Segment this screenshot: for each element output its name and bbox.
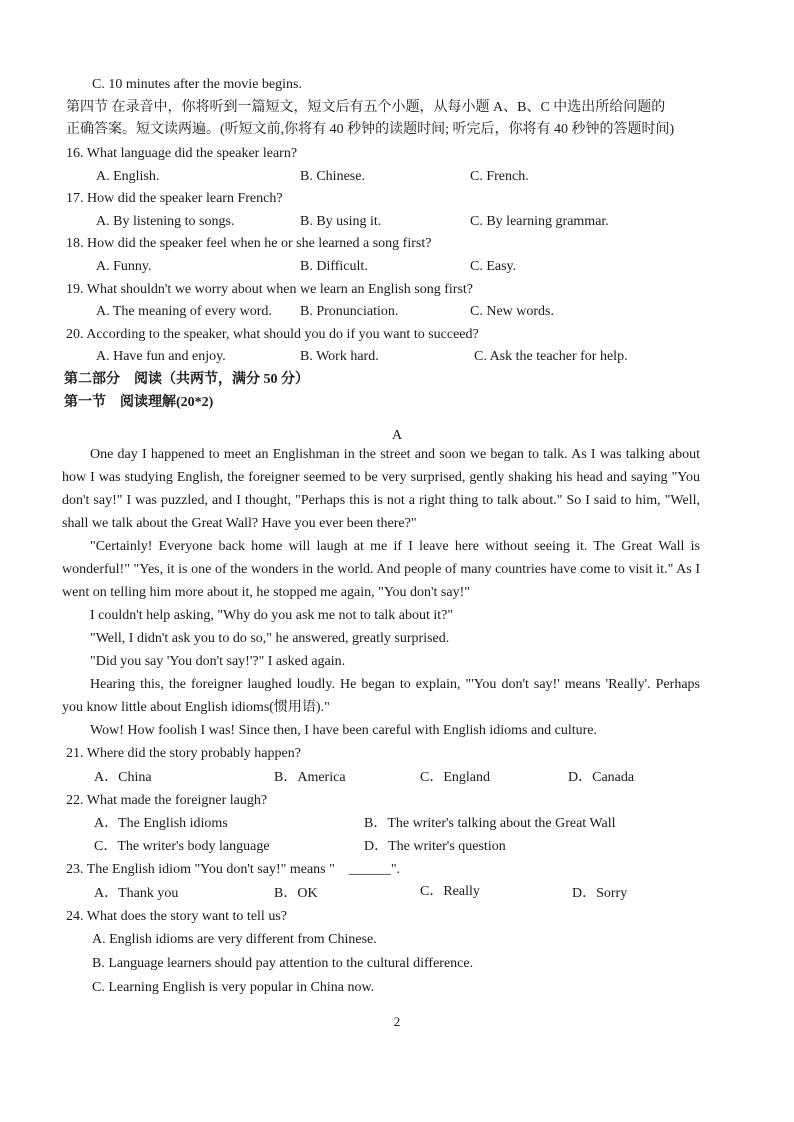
q20-option-b: B. Work hard. <box>300 349 379 364</box>
section1-title: 第一节 阅读理解(20*2) <box>64 395 214 410</box>
q19-option-c: C. New words. <box>470 304 554 319</box>
paragraph-5: "Did you say 'You don't say!'?" I asked again. <box>90 654 346 669</box>
paragraph-4: "Well, I didn't ask you to do so," he answered, greatly surprised. <box>90 631 450 646</box>
q22-option-a: A．The English idioms <box>94 816 228 831</box>
paragraph-7: Wow! How foolish I was! Since then, I have been careful with English idioms and culture. <box>90 723 598 738</box>
q16-option-c: C. French. <box>470 169 529 184</box>
question-19: 19. What shouldn't we worry about when we learn an English song first? <box>66 282 474 297</box>
question-18: 18. How did the speaker feel when he or she learned a song first? <box>66 236 432 251</box>
question-21: 21. Where did the story probably happen? <box>66 746 301 761</box>
q23-option-b: B．OK <box>274 886 318 901</box>
q24-option-c: C. Learning English is very popular in China now. <box>92 980 375 995</box>
q18-option-c: C. Easy. <box>470 259 517 274</box>
question-16: 16. What language did the speaker learn? <box>66 146 298 161</box>
prev-option-c: C. 10 minutes after the movie begins. <box>92 77 302 92</box>
q19-option-a: A. The meaning of every word. <box>96 304 272 319</box>
q23-option-a: A．Thank you <box>94 886 179 901</box>
q24-option-a: A. English idioms are very different from Chinese. <box>92 932 377 947</box>
q18-option-a: A. Funny. <box>96 259 152 274</box>
question-20: 20. According to the speaker, what should you do if you want to succeed? <box>66 327 479 342</box>
q16-option-b: B. Chinese. <box>300 169 365 184</box>
q21-option-d: D．Canada <box>568 770 635 785</box>
q16-option-a: A. English. <box>96 169 160 184</box>
question-24: 24. What does the story want to tell us? <box>66 909 287 924</box>
q17-option-b: B. By using it. <box>300 214 382 229</box>
q17-option-c: C. By learning grammar. <box>470 214 609 229</box>
q22-option-d: D．The writer's question <box>364 839 506 854</box>
part2-title: 第二部分 阅读（共两节，满分 50 分） <box>64 372 309 387</box>
paragraph-2: "Certainly! Everyone back home will laugh at me if I leave here without seeing it. The Great Wall is wonderful!" "Yes, it is one of the wonders in the world. And people of many countries have come to visit it." As I went on telling him more about it, he stopped me again, "You don't say!" <box>62 539 700 600</box>
q22-option-c: C．The writer's body language <box>94 839 270 854</box>
q20-option-a: A. Have fun and enjoy. <box>96 349 226 364</box>
question-23: 23. The English idiom "You don't say!" means " ______". <box>66 862 401 877</box>
q20-option-c: C. Ask the teacher for help. <box>474 349 628 364</box>
section4-intro-line2: 正确答案。短文读两遍。(听短文前,你将有 40 秒钟的读题时间; 听完后，你将有 40 秒钟的答题时间) <box>66 122 675 137</box>
q21-option-c: C．England <box>420 770 490 785</box>
q23-option-c: C．Really <box>420 884 480 899</box>
paragraph-3: I couldn't help asking, "Why do you ask me not to talk about it?" <box>90 608 454 623</box>
passage-label: A <box>391 428 403 443</box>
q17-option-a: A. By listening to songs. <box>96 214 235 229</box>
q24-option-b: B. Language learners should pay attention to the cultural difference. <box>92 956 474 971</box>
q23-option-d: D．Sorry <box>572 886 628 901</box>
section4-intro-line1: 第四节 在录音中，你将听到一篇短文，短文后有五个小题，从每小题 A、B、C 中选出所给问题的 <box>66 100 666 115</box>
q19-option-b: B. Pronunciation. <box>300 304 399 319</box>
q21-option-a: A．China <box>94 770 152 785</box>
paragraph-6: Hearing this, the foreigner laughed loudly. He began to explain, "'You don't say!' means 'Really'. Perhaps you know little about English idioms(惯用语)." <box>62 677 700 715</box>
question-22: 22. What made the foreigner laugh? <box>66 793 268 808</box>
question-17: 17. How did the speaker learn French? <box>66 191 283 206</box>
page-number: 2 <box>393 1014 401 1029</box>
paragraph-1: One day I happened to meet an Englishman in the street and soon we began to talk. As I was talking about how I was studying English, the foreigner seemed to be very surprised, gently shaking his head and saying "You don't say!" I was puzzled, and I thought, "Perhaps this is not a right thing to talk about." So I said to him, "Well, shall we talk about the Great Wall? Have you ever been there?" <box>62 447 700 531</box>
q18-option-b: B. Difficult. <box>300 259 368 274</box>
q22-option-b: B．The writer's talking about the Great Wall <box>364 816 616 831</box>
q21-option-b: B．America <box>274 770 346 785</box>
passage-body <box>62 443 700 742</box>
